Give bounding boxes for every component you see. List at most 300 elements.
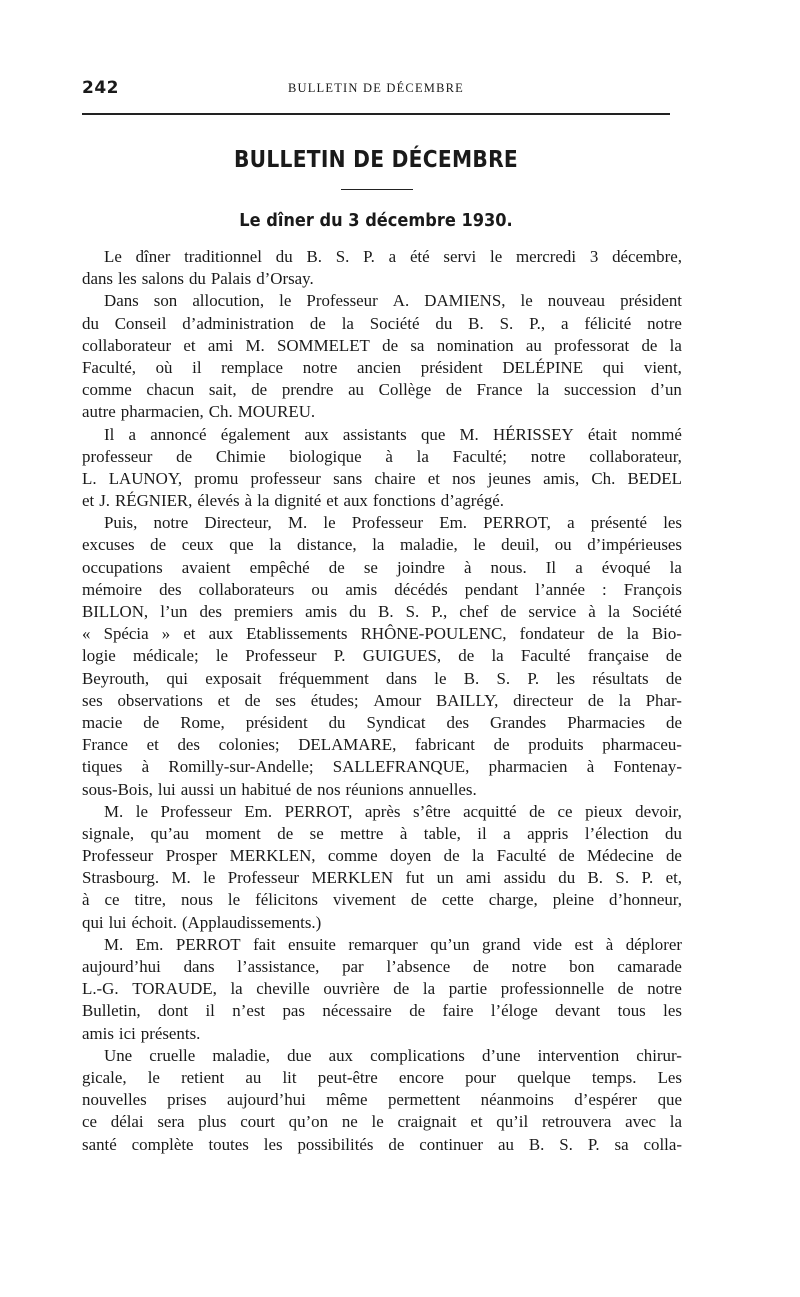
word: Médecine [586, 846, 654, 866]
word: de [309, 313, 326, 333]
text-line [82, 823, 682, 845]
word: Une [104, 1045, 133, 1065]
word: au [245, 1067, 262, 1087]
text-line [82, 401, 682, 423]
word: l’année [535, 579, 585, 599]
word: avaient [181, 557, 231, 577]
word: ou [311, 579, 329, 599]
text-line [82, 490, 682, 512]
word: de [410, 890, 427, 910]
word: du [349, 602, 367, 621]
word: S. [335, 247, 350, 266]
word: mettre [340, 823, 384, 843]
word: du [275, 247, 293, 266]
word: de [176, 446, 193, 466]
word: collaborateur, [589, 446, 682, 466]
word: même [326, 1090, 368, 1110]
word: S. [405, 602, 420, 621]
word: de [150, 535, 167, 555]
word: ne [341, 1112, 358, 1132]
word: ou [554, 535, 572, 555]
word: BILLON, [82, 602, 149, 621]
word: des [159, 579, 182, 599]
word: de [665, 668, 682, 688]
word: de [445, 380, 462, 400]
word: doyen [390, 846, 432, 866]
word: déplorer [625, 934, 682, 954]
word: le [135, 801, 148, 821]
word: à [586, 757, 595, 777]
word: produits [528, 735, 584, 755]
word: S. [499, 313, 514, 333]
word: dans [183, 957, 215, 976]
word: du [665, 823, 682, 843]
word: P. [527, 668, 540, 688]
word: aux [343, 491, 368, 511]
text-line [82, 512, 682, 534]
word: d’une [481, 1045, 521, 1065]
word: l’absence [386, 957, 451, 976]
word: médicale; [132, 646, 199, 666]
word: Amour [373, 690, 422, 710]
word: ses [275, 690, 296, 710]
word: Faculté; [452, 446, 508, 466]
text-line [82, 601, 682, 623]
word: retrouvera [541, 1112, 612, 1132]
text-line [82, 1134, 682, 1156]
word: n’est [232, 1001, 266, 1021]
word: a [388, 247, 397, 266]
word: pharmacien, [120, 402, 204, 422]
word: P., [431, 602, 448, 621]
word: (Applaudissements.) [181, 912, 322, 932]
word: du [558, 868, 576, 888]
word: François [623, 579, 682, 599]
word: Faculté, [82, 357, 136, 377]
word: servi [443, 247, 477, 266]
word: ce [104, 890, 120, 910]
word: sans [333, 468, 363, 488]
word: P., [529, 313, 546, 333]
word: président [245, 712, 308, 732]
word: fabricant [414, 735, 475, 755]
text-line [82, 845, 682, 867]
word: que [420, 424, 446, 444]
word: possibilités [297, 1134, 374, 1154]
text-line [82, 668, 682, 690]
word: à [399, 823, 408, 843]
word: deuil, [501, 535, 540, 555]
word: empêché [249, 557, 310, 577]
word: de [641, 335, 658, 355]
word: qui [602, 357, 625, 377]
text-line [82, 290, 682, 312]
article-title: BULLETIN DE DÉCEMBRE [233, 147, 519, 173]
word: maladie, [212, 1045, 270, 1065]
word: nous. [490, 557, 527, 577]
word: président [620, 291, 682, 311]
word: acquitté [463, 801, 517, 821]
word: dans [82, 269, 113, 289]
word: il [192, 357, 202, 377]
word: les [663, 1001, 682, 1021]
text-line [82, 534, 682, 556]
word: de [382, 335, 399, 355]
word: sait, [208, 380, 237, 400]
word: MERKLEN, [229, 846, 316, 866]
word: chacun [146, 380, 195, 400]
word: à [385, 446, 393, 466]
word: professorat [554, 335, 630, 355]
word: « [82, 624, 91, 644]
word: Em. [135, 934, 164, 954]
word: de [458, 646, 475, 666]
word: la [269, 535, 282, 555]
word: aux [208, 624, 234, 644]
word: dignité [274, 491, 322, 511]
word: il [477, 823, 487, 843]
word: S. [496, 668, 511, 688]
word: DAMIENS, [424, 291, 506, 311]
text-line [82, 579, 682, 601]
word: aux [304, 424, 329, 444]
word: notre [302, 357, 338, 377]
word: nommé [631, 424, 682, 444]
word: s’être [413, 801, 451, 821]
text-line [82, 623, 682, 645]
text-line [82, 912, 682, 934]
word: avec [625, 1112, 657, 1132]
word: d’agrégé. [440, 491, 505, 511]
word: à [463, 557, 472, 577]
word: annuelles. [408, 779, 477, 799]
word: échoit. [131, 912, 177, 932]
word: Syndicat [366, 712, 426, 732]
word: bon [569, 957, 595, 976]
word: félicité [584, 313, 632, 333]
word: la [372, 535, 385, 555]
word: la [230, 979, 243, 999]
word: le [147, 1067, 160, 1087]
word: gicale, [82, 1067, 127, 1087]
word: Ch. [591, 468, 616, 488]
word: dont [158, 1001, 189, 1021]
word: exposait [205, 668, 262, 688]
word: Em. [439, 513, 467, 533]
word: B. [463, 668, 480, 688]
word: études; [310, 690, 359, 710]
word: aujourd’hui [82, 957, 161, 976]
word: pendant [464, 579, 519, 599]
word: PERROT, [284, 801, 353, 821]
word: est [574, 934, 594, 954]
word: de [296, 779, 313, 799]
text-line [82, 1045, 682, 1067]
word: mémoire [82, 579, 143, 599]
word: Romilly-sur-Andelle; [168, 757, 314, 777]
word: M. [171, 868, 191, 888]
word: à [141, 757, 150, 777]
word: néanmoins [480, 1090, 554, 1110]
word: félicitons [255, 890, 318, 910]
word: partie [448, 979, 488, 999]
word: vient, [643, 357, 682, 377]
word: et, [665, 868, 682, 888]
word: la [341, 313, 354, 333]
page-number: 242 [82, 78, 119, 98]
word: à [588, 602, 596, 621]
word: un [436, 868, 454, 888]
word: court [240, 1112, 275, 1132]
word: a [567, 513, 575, 533]
text-line [82, 801, 682, 823]
word: ami [207, 335, 234, 355]
word: l’élection [584, 823, 649, 843]
word: de [143, 712, 160, 732]
word: Professeur [227, 868, 300, 888]
word: qu’il [496, 1112, 529, 1132]
word: la [618, 690, 631, 710]
word: Collège [378, 380, 432, 400]
word: la [491, 646, 504, 666]
word: président [420, 357, 483, 377]
word: la [626, 624, 639, 644]
word: du [328, 712, 346, 732]
text-line [82, 867, 682, 889]
word: L.-G. [82, 979, 119, 999]
word: chirur- [636, 1045, 682, 1065]
word: à [82, 890, 90, 910]
word: Phar- [645, 690, 682, 710]
word: camarade [617, 957, 682, 976]
word: distance, [297, 535, 357, 555]
word: le [434, 668, 447, 688]
word: Palais [210, 269, 252, 289]
word: de [665, 646, 682, 666]
word: collaborateurs [198, 579, 295, 599]
word: les [117, 269, 137, 289]
word: Les [657, 1067, 682, 1087]
word: remarquer [348, 934, 418, 954]
word: DELAMARE, [298, 735, 397, 755]
word: que [657, 1090, 682, 1110]
word: complète [131, 1134, 194, 1154]
word: observations [117, 690, 203, 710]
word: charge, [488, 890, 538, 910]
word: a [128, 424, 137, 444]
word: la [669, 1112, 682, 1132]
word: table, [423, 823, 461, 843]
word: au [497, 1134, 514, 1154]
word: comme [327, 846, 378, 866]
word: se [309, 823, 324, 843]
word: l’éloge [490, 1001, 538, 1021]
word: excuses [82, 535, 135, 555]
word: du [188, 269, 206, 289]
word: sera [157, 1112, 185, 1132]
word: sous-Bois, [82, 779, 153, 799]
word: sa [614, 1134, 629, 1154]
word: due [287, 1045, 312, 1065]
word: l’un [160, 602, 188, 621]
word: était [587, 424, 617, 444]
word: BEDEL [627, 468, 682, 488]
word: Société [632, 602, 682, 621]
word: a [560, 313, 569, 333]
word: nous [180, 890, 213, 910]
word: santé [82, 1134, 117, 1154]
word: fréquemment [278, 668, 369, 688]
word: a [575, 557, 583, 577]
word: prises [167, 1090, 207, 1110]
word: résultats [592, 668, 649, 688]
word: P. [587, 1134, 600, 1154]
word: de [472, 957, 489, 976]
word: permettent [387, 1090, 461, 1110]
word: devant [555, 1001, 601, 1021]
word: ouvrière [323, 979, 380, 999]
word: grand [482, 934, 521, 954]
word: et [146, 735, 159, 755]
word: signale, [82, 823, 135, 843]
text-line [82, 246, 682, 268]
word: la [471, 846, 485, 866]
word: HÉRISSEY [492, 424, 574, 444]
word: pour [465, 1067, 497, 1087]
word: Le [104, 247, 122, 266]
word: cheville [256, 979, 310, 999]
text-line [82, 557, 682, 579]
word: après [364, 801, 401, 821]
word: qui [82, 912, 104, 932]
word: M. [104, 934, 124, 954]
word: devoir, [635, 801, 682, 821]
word: L. [82, 468, 97, 488]
word: Professeur [160, 801, 232, 821]
word: plus [198, 1112, 227, 1132]
word: remplace [221, 357, 284, 377]
word: 3 [589, 247, 599, 266]
word: Bio- [651, 624, 682, 644]
word: vide [532, 934, 563, 954]
word: Directeur, [204, 513, 272, 533]
word: DELÉPINE [502, 357, 584, 377]
word: de [251, 380, 268, 400]
word: autre [82, 402, 116, 422]
word: ses [82, 690, 103, 710]
word: annoncé [150, 424, 207, 444]
word: lui [157, 779, 176, 799]
title-rule [341, 189, 413, 190]
word: nouvelles [82, 1090, 147, 1110]
word: le [473, 535, 486, 555]
word: notre [647, 313, 682, 333]
word: la [607, 602, 621, 621]
text-line [82, 1111, 682, 1133]
word: le [323, 513, 336, 533]
word: M. [104, 801, 124, 821]
word: décembre, [612, 247, 682, 266]
word: un [219, 779, 237, 799]
word: élevés [197, 491, 240, 511]
word: amis, [543, 468, 580, 488]
word: jeunes [487, 468, 531, 488]
word: complications [370, 1045, 465, 1065]
word: retient [181, 1067, 225, 1087]
text-line [82, 468, 682, 490]
word: les [556, 668, 576, 688]
text-line [82, 712, 682, 734]
word: continuer [419, 1134, 484, 1154]
word: TORAUDE, [132, 979, 217, 999]
word: le [215, 646, 229, 666]
word: moment [205, 823, 261, 843]
word: tous [617, 1001, 646, 1021]
text-line [82, 446, 682, 468]
word: ici [118, 1023, 136, 1043]
word: aux [328, 1045, 353, 1065]
word: de [666, 712, 682, 732]
word: directeur [513, 690, 574, 710]
word: P. [333, 646, 346, 666]
word: prendre [281, 380, 334, 400]
word: Conseil [114, 313, 167, 333]
word: B. [378, 602, 394, 621]
text-line [82, 756, 682, 778]
word: toutes [208, 1134, 249, 1154]
word: SOMMELET [276, 335, 370, 355]
word: encore [398, 1067, 444, 1087]
word: ancien [357, 357, 402, 377]
text-line [82, 357, 682, 379]
word: présenté [590, 513, 648, 533]
word: S. [615, 868, 630, 888]
word: pharmaceu- [602, 735, 682, 755]
header-rule [82, 113, 670, 115]
word: Beyrouth, [82, 668, 150, 688]
word: d’administration [182, 313, 294, 333]
word: du [435, 313, 453, 333]
word: qu’au [150, 823, 189, 843]
word: Strasbourg. [82, 868, 160, 888]
word: LAUNOY, [108, 468, 183, 488]
word: d’espérer [574, 1090, 638, 1110]
word: de [665, 846, 682, 866]
word: professeur [82, 446, 153, 466]
word: : [602, 579, 607, 599]
word: Em. [244, 801, 273, 821]
word: nécessaire [322, 1001, 392, 1021]
word: nomination [436, 335, 514, 355]
word: nos [452, 468, 476, 488]
text-line [82, 313, 682, 335]
word: ce [557, 801, 573, 821]
word: professeur [250, 468, 321, 488]
word: amis [345, 579, 378, 599]
word: macie [82, 712, 123, 732]
text-line [82, 889, 682, 911]
word: amis [305, 602, 338, 621]
word: de [328, 557, 345, 577]
word: mercredi [516, 247, 577, 266]
word: nos [317, 779, 341, 799]
word: RÉGNIER, [115, 491, 193, 511]
word: temps. [591, 1067, 637, 1087]
word: lui [108, 912, 127, 932]
word: chef [459, 602, 489, 621]
word: appris [527, 823, 569, 843]
word: et [217, 690, 230, 710]
